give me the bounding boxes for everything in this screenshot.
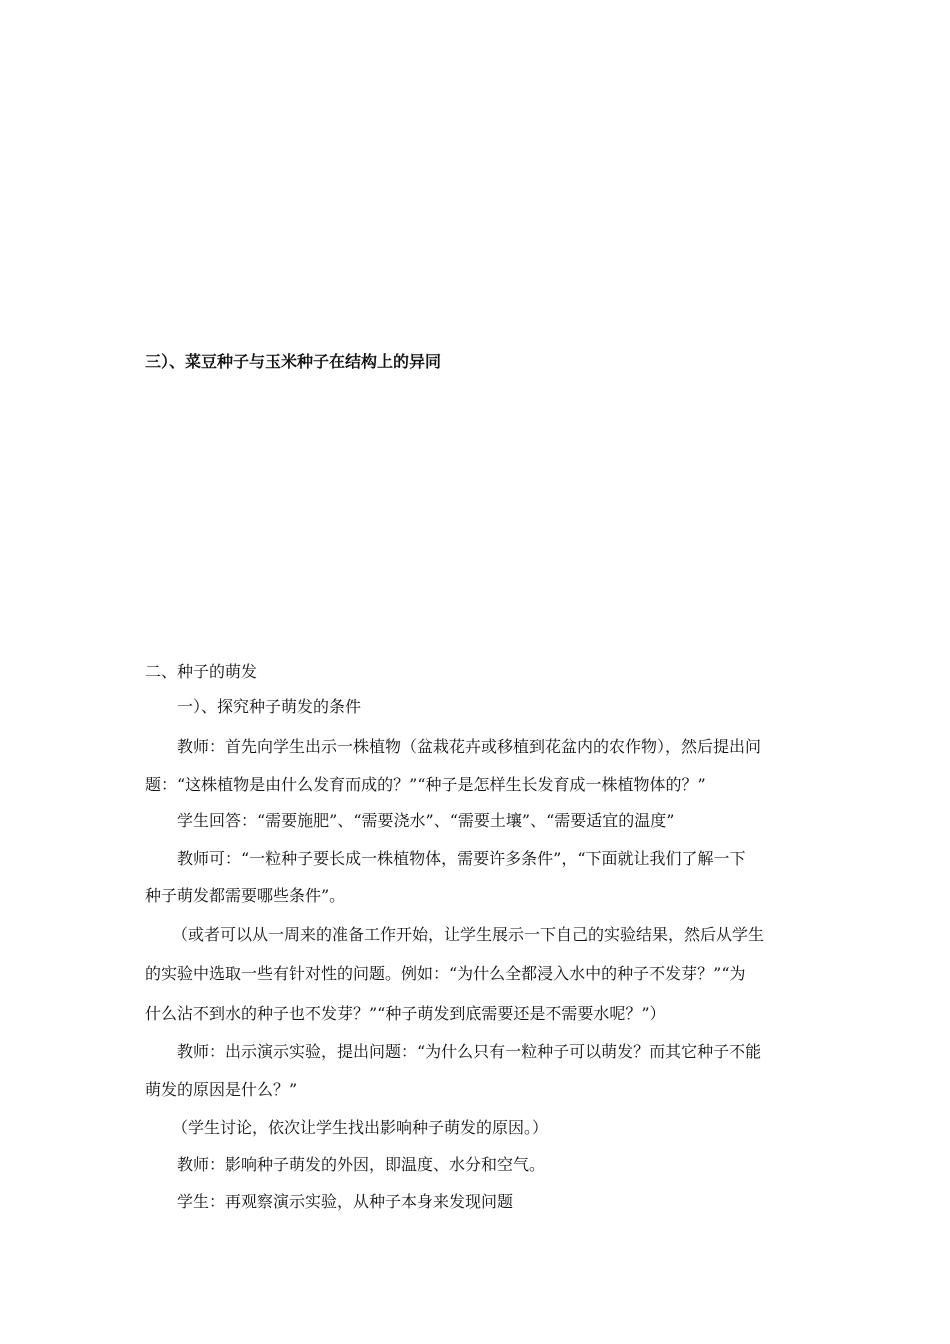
- paragraph-student-observe: 学生：再观察演示实验，从种子本身来发现问题: [177, 1192, 514, 1211]
- paragraph-teacher-intro-line2: 题：“这株植物是由什么发育而成的？”“种子是怎样生长发育成一株植物体的？”: [145, 775, 706, 794]
- section3-heading: 三）、菜豆种子与玉米种子在结构上的异同: [145, 352, 442, 371]
- paragraph-teacher-demo-line2: 萌发的原因是什么？”: [145, 1080, 298, 1099]
- section2-heading: 二、种子的萌发: [145, 662, 258, 681]
- paragraph-alternative-line1: （或者可以从一周来的准备工作开始，让学生展示一下自己的实验结果，然后从学生: [172, 925, 765, 944]
- paragraph-alternative-line2: 的实验中选取一些有针对性的问题。例如：“为什么全都浸入水中的种子不发芽？”“为: [145, 964, 746, 983]
- paragraph-student-discussion: （学生讨论，依次让学生找出影响种子萌发的原因。）: [172, 1118, 549, 1137]
- subsection1-heading: 一）、探究种子萌发的条件: [177, 697, 362, 716]
- paragraph-teacher-external-factors: 教师：影响种子萌发的外因，即温度、水分和空气。: [177, 1155, 546, 1174]
- paragraph-alternative-line3: 什么沾不到水的种子也不发芽？”“种子萌发到底需要还是不需要水呢？”）: [145, 1004, 666, 1023]
- paragraph-teacher-conditions-line1: 教师可：“一粒种子要长成一株植物体，需要许多条件”，“下面就让我们了解一下: [177, 849, 746, 868]
- paragraph-teacher-conditions-line2: 种子萌发都需要哪些条件”。: [145, 886, 346, 905]
- paragraph-teacher-demo-line1: 教师：出示演示实验，提出问题：“为什么只有一粒种子可以萌发？而其它种子不能: [177, 1042, 762, 1061]
- paragraph-student-answer: 学生回答：“需要施肥”、“需要浇水”、“需要土壤”、“需要适宜的温度”: [177, 811, 675, 830]
- paragraph-teacher-intro-line1: 教师：首先向学生出示一株植物（盆栽花卉或移植到花盆内的农作物），然后提出问: [177, 737, 762, 756]
